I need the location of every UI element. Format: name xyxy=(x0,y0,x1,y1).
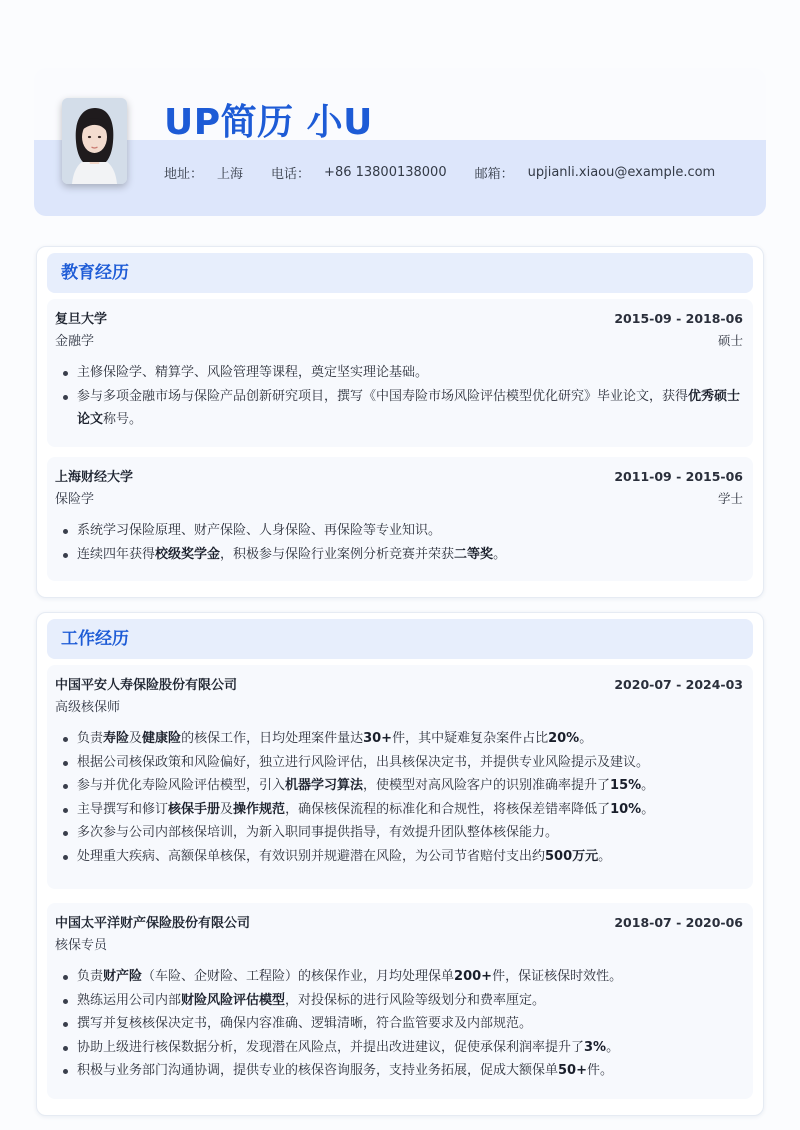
degree: 硕士 xyxy=(717,333,743,348)
bullet-item xyxy=(55,798,743,822)
email-value[interactable]: upjianli.xiaou@example.com xyxy=(527,165,716,180)
bullet-text: 参与多项金融市场与保险产品创新研究项目，撰写《中国寿险市场风险评估模型优化研究》毕业论文，获得 xyxy=(77,388,689,404)
contact-info xyxy=(164,163,743,182)
bullet-text: 熟练运用公司内部 xyxy=(77,992,182,1008)
education-entry xyxy=(47,299,753,447)
bullet-item xyxy=(55,1059,743,1083)
school-name: 复旦大学 xyxy=(55,312,108,327)
bullet-text: 参与并优化寿险风险评估模型，引入 xyxy=(77,778,286,793)
bullet-text: 。 xyxy=(579,731,593,746)
bullet-text: 及 xyxy=(220,801,234,817)
bullet-text: 件。 xyxy=(587,1063,614,1078)
bullet-text: 称号。 xyxy=(103,412,143,427)
highlight-text: 核保手册 xyxy=(168,801,221,817)
bullet-item xyxy=(55,519,743,543)
bullet-text: 。 xyxy=(641,778,655,793)
avatar-portrait-icon xyxy=(62,98,127,184)
bullet-list xyxy=(55,965,743,1083)
bullet-text: 负责 xyxy=(77,969,104,984)
bullet-text: ，对投保标的进行风险等级划分和费率厘定。 xyxy=(285,992,546,1008)
bullet-text: 。 xyxy=(598,848,612,864)
work-entry xyxy=(47,903,753,1099)
highlight-text: 二等奖 xyxy=(454,546,494,562)
highlight-text: 寿险 xyxy=(103,731,130,746)
bullet-text: 主导撰写和修订 xyxy=(77,801,169,817)
bullet-text: 件，保证核保时效性。 xyxy=(492,969,623,984)
bullet-item xyxy=(55,1036,743,1060)
date-range: 2011-09 - 2015-06 xyxy=(614,469,743,484)
email-label: 邮箱： xyxy=(474,167,514,182)
bullet-text: 。 xyxy=(606,1039,620,1055)
work-section xyxy=(36,612,764,1116)
date-range: 2018-07 - 2020-06 xyxy=(614,915,743,930)
bullet-text: 处理重大疾病、高额保单核保，有效识别并规避潜在风险，为公司节省赔付支出约 xyxy=(77,848,546,864)
bullet-text: 连续四年获得 xyxy=(77,546,156,562)
date-range: 2020-07 - 2024-03 xyxy=(614,677,743,692)
bullet-text: 根据公司核保政策和风险偏好，独立进行风险评估，出具核保决定书，并提供专业风险提示及建议。 xyxy=(77,754,650,770)
highlight-text: 30+ xyxy=(363,731,393,746)
profile-header xyxy=(34,68,766,216)
bullet-item xyxy=(55,1012,743,1036)
major: 保险学 xyxy=(55,492,95,507)
bullet-text: ，积极参与保险行业案例分析竞赛并荣获 xyxy=(220,546,455,562)
bullet-text: 主修保险学、精算学、风险管理等课程，奠定坚实理论基础。 xyxy=(77,365,429,380)
education-entry xyxy=(47,457,753,581)
highlight-text: 15% xyxy=(610,778,642,793)
job-title: 核保专员 xyxy=(55,938,108,953)
bullet-item xyxy=(55,821,743,845)
highlight-text: 健康险 xyxy=(142,731,182,746)
school-name: 上海财经大学 xyxy=(55,470,134,485)
bullet-text: 件，其中疑难复杂案件占比 xyxy=(392,731,549,746)
bullet-item xyxy=(55,845,743,869)
highlight-text: 10% xyxy=(610,801,642,817)
job-title: 高级核保师 xyxy=(55,700,121,715)
bullet-item xyxy=(55,385,743,432)
bullet-text: 撰写并复核核保决定书，确保内容准确、逻辑清晰，符合监管要求及内部规范。 xyxy=(77,1016,533,1031)
highlight-text: 3% xyxy=(584,1039,607,1055)
candidate-name: UP简历 小U xyxy=(164,102,373,143)
bullet-item xyxy=(55,965,743,989)
address-value: 上海 xyxy=(217,167,244,182)
bullet-list xyxy=(55,361,743,432)
section-title-education: 教育经历 xyxy=(47,253,753,293)
highlight-text: 200+ xyxy=(454,969,493,984)
phone-label: 电话： xyxy=(271,167,311,182)
bullet-text: 协助上级进行核保数据分析，发现潜在风险点，并提出改进建议，促使承保利润率提升了 xyxy=(77,1039,585,1055)
bullet-text: 负责 xyxy=(77,731,104,746)
bullet-item xyxy=(55,989,743,1013)
highlight-text: 校级奖学金 xyxy=(155,546,221,562)
work-entry xyxy=(47,665,753,889)
phone-value[interactable]: +86 13800138000 xyxy=(324,165,447,180)
highlight-text: 50+ xyxy=(558,1063,587,1078)
highlight-text: 20% xyxy=(548,731,580,746)
bullet-list xyxy=(55,727,743,868)
bullet-text: 。 xyxy=(493,546,507,562)
bullet-text: （车险、企财险、工程险）的核保作业，月均处理保单 xyxy=(142,969,455,984)
bullet-text: 。 xyxy=(641,801,655,817)
bullet-text: 积极与业务部门沟通协调，提供专业的核保咨询服务，支持业务拓展，促成大额保单 xyxy=(77,1063,559,1078)
bullet-text: ，使模型对高风险客户的识别准确率提升了 xyxy=(363,778,611,793)
highlight-text: 500万元 xyxy=(545,848,599,864)
major: 金融学 xyxy=(55,334,95,349)
bullet-item xyxy=(55,751,743,775)
date-range: 2015-09 - 2018-06 xyxy=(614,311,743,326)
company-name: 中国平安人寿保险股份有限公司 xyxy=(55,678,238,693)
bullet-item xyxy=(55,727,743,751)
address-label: 地址： xyxy=(164,167,204,182)
highlight-text: 操作规范 xyxy=(233,801,286,817)
bullet-item xyxy=(55,774,743,798)
highlight-text: 财险风险评估模型 xyxy=(181,992,286,1008)
education-section xyxy=(36,246,764,598)
avatar xyxy=(62,98,127,184)
company-name: 中国太平洋财产保险股份有限公司 xyxy=(55,916,251,931)
bullet-text: ，确保核保流程的标准化和合规性，将核保差错率降低了 xyxy=(285,801,611,817)
bullet-text: 系统学习保险原理、财产保险、人身保险、再保险等专业知识。 xyxy=(77,523,442,538)
highlight-text: 优秀硕士论文 xyxy=(77,388,741,427)
bullet-text: 多次参与公司内部核保培训，为新入职同事提供指导，有效提升团队整体核保能力。 xyxy=(77,825,559,840)
bullet-text: 及 xyxy=(129,731,143,746)
section-title-work: 工作经历 xyxy=(47,619,753,659)
highlight-text: 财产险 xyxy=(103,969,143,984)
bullet-item xyxy=(55,543,743,567)
highlight-text: 机器学习算法 xyxy=(285,778,364,793)
bullet-text: 的核保工作，日均处理案件量达 xyxy=(181,731,364,746)
bullet-list xyxy=(55,519,743,566)
bullet-item xyxy=(55,361,743,385)
degree: 学士 xyxy=(717,491,743,506)
